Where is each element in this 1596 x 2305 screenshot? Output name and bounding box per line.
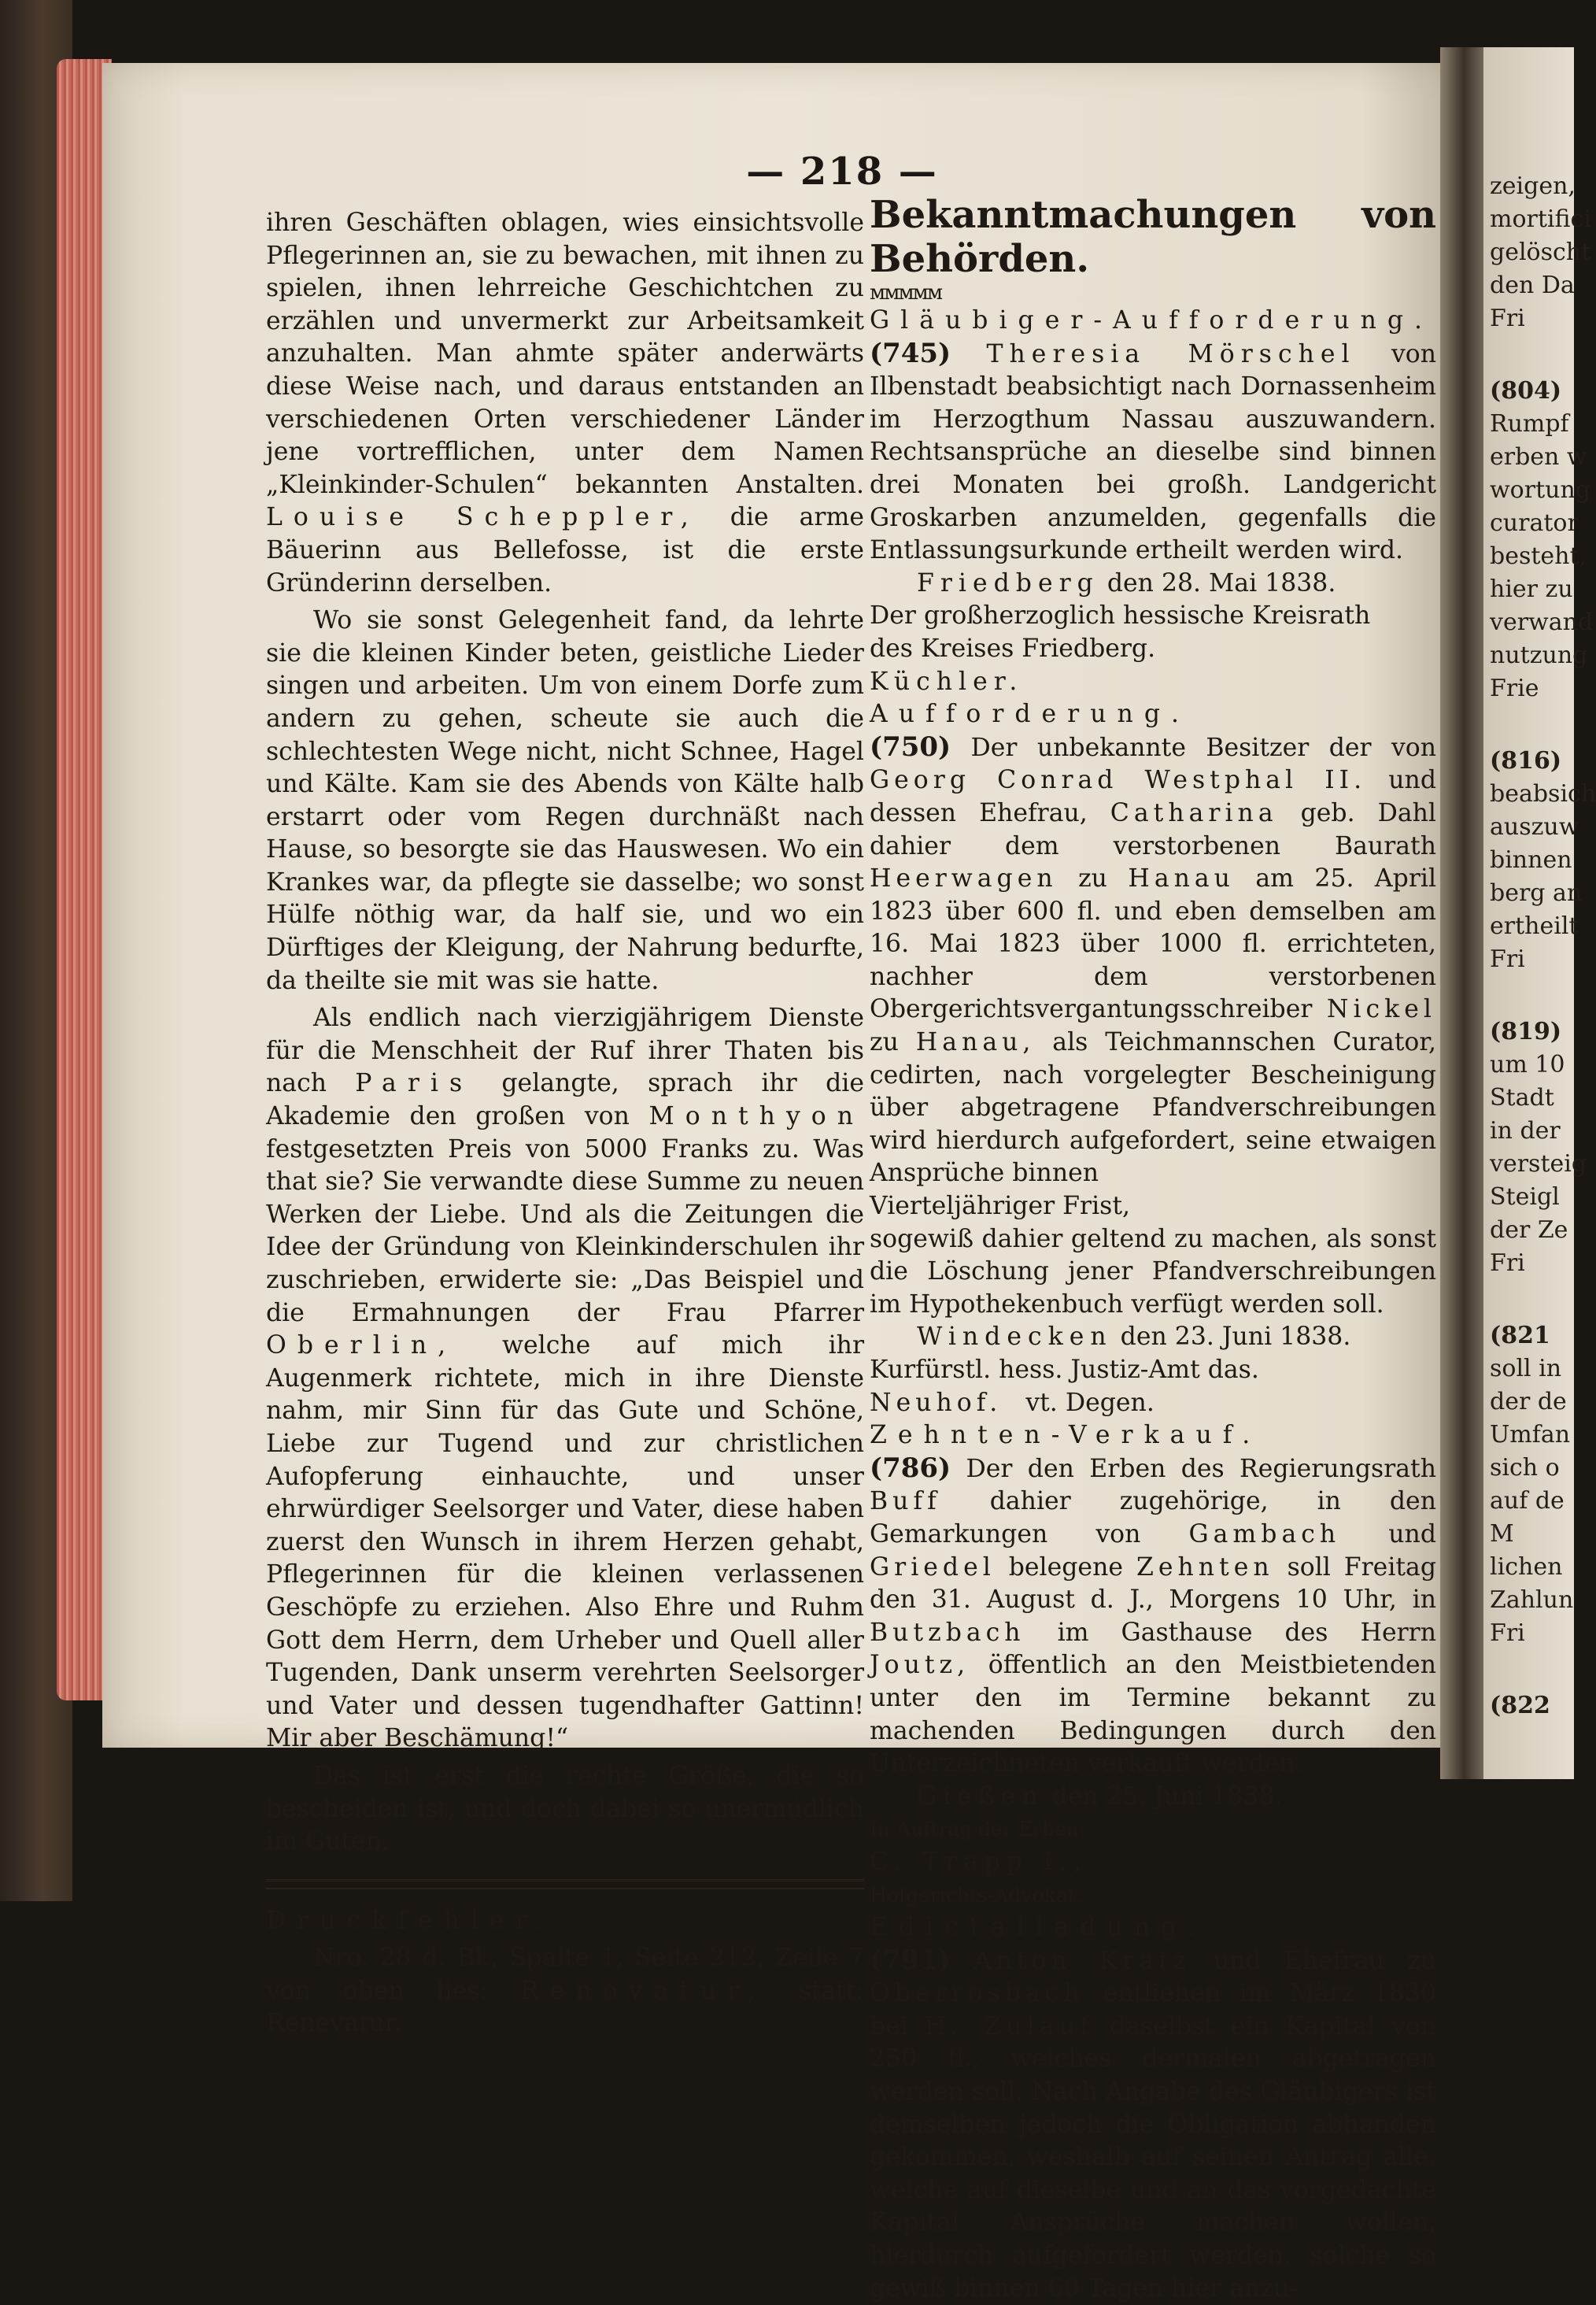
next-page-line: (822 <box>1490 1692 1550 1719</box>
paragraph-1: ihren Geschäften oblagen, wies einsichtsvolle Pflegerinnen an, sie zu bewachen, mit ihnen zu spielen, ihnen lehrreiche Geschichtchen zu erzählen und unvermerkt zur Arbeitsamkeit anzuhalten. Man ahmte später anderwärts diese Weise nach, und daraus entstanden an verschiedenen Orten verschiedener Länder jene vortrefflichen, unter dem Namen „Kleinkinder-Schulen“ bekannten Anstalten. Louise Scheppler, die arme Bäuerinn aus Bellefosse, ist die erste Gründerinn derselben. <box>266 209 864 598</box>
notice-745-title: Gläubiger-Aufforderung. <box>870 306 1434 335</box>
paragraph-3: Als endlich nach vierzigjährigem Dienste für die Menschheit der Ruf ihrer Thaten bis nach Paris gelangte, sprach ihr die Akademie den großen von Monthyon festgesetzten Preis von 5000 Franks zu. Was that sie? Sie verwandte diese Summe zu neuen Werken der Liebe. Und als die Zeitungen die Idee der Gründung von Kleinkinderschulen ihr zuschrieben, erwiderte sie: „Das Beispiel und die Ermahnungen der Frau Pfarrer Oberlin, welche auf mich ihr Augenmerk richtete, mich in ihre Dienste nahm, mir Sinn für das Gute und Schöne, Liebe zur Tugend und zur christlichen Aufopferung einhauchte, und unser ehrwürdiger Seelsorger und Vater, diese haben zuerst den Wunsch in ihrem Herzen gehabt, Pflegerinnen für die kleinen verlassenen Geschöpfe zu erziehen. Also Ehre und Ruhm Gott dem Herrn, dem Urheber und Quell aller Tugenden, Dank unserm verehrten Seelsorger und Vater und dessen tugendhafter Gattinn! Mir aber Beschämung!“ <box>266 1004 865 1753</box>
paragraph-2: Wo sie sonst Gelegenheit fand, da lehrte sie die kleinen Kinder beten, geistliche Lieder singen und arbeiten. Um von einem Dorfe zum andern zu gehen, scheute sie auch die schlechtesten Wege nicht, nicht Schnee, Hagel und Kälte. Kam sie des Abends von Kälte halb erstarrt oder vom Regen durchnäßt nach Hause, so besorgte sie das Hauswesen. Wo ein Krankes war, da pflegte sie dasselbe; wo sonst Hülfe nöthig war, da half sie, und wo ein Dürftiges der Kleigung, der Nahrung bedurfte, da theilte sie mit was sie hatte. <box>266 606 864 995</box>
notice-791-title: Edictalladung. <box>870 1913 1207 1942</box>
next-page-line: (816) <box>1490 747 1562 775</box>
notice-791-body: (791) Anton Kratz und Ehefrau zu Oberrosbach entliehen im März 1830 bei H. Zulauf daselbst ein Kapital von 250 fl., welches dermalen abgetragen werden soll. Nach Angabe des Gläubigers ist demselben jedoch die Obligation abhanden gekommen, weshalb auf seinen Antrag alle, welche auf dieselbe und an das vorgedachte Kapital Ansprüche machen wollen, hierdurch aufgefordert werden, solche so gewiß binnen 60 Tagen hier anzu- <box>870 1944 1437 2303</box>
next-page-line: beabsich <box>1490 780 1596 808</box>
notice-786-signer-title: Hofgerichts-Advokat. <box>870 1883 1082 1907</box>
notice-786-signer: C. Trapp I., <box>870 1847 1088 1876</box>
notice-750-deadline: Vierteljähriger Frist, <box>870 1192 1131 1221</box>
next-page-line: mortifici <box>1490 205 1591 233</box>
notice-745-signer: Küchler. <box>870 667 1024 696</box>
notice-745-signature-2: des Kreises Friedberg. <box>870 634 1156 663</box>
notice-750-signature: Kurfürstl. hess. Justiz-Amt das. <box>870 1356 1259 1384</box>
next-page-line: der Ze <box>1490 1216 1568 1244</box>
notice-786-date: Gießen den 25. Juni 1838. <box>917 1781 1283 1811</box>
next-page-line: (819) <box>1490 1018 1562 1045</box>
next-page-line: Fri <box>1490 1619 1525 1647</box>
section-heading: Bekanntmachungen von Behörden. <box>870 193 1436 281</box>
next-page-line: (821 <box>1490 1322 1550 1349</box>
next-page-line: Zahlun <box>1490 1586 1574 1614</box>
next-page-line: Fri <box>1490 1249 1525 1277</box>
next-page-line: den Da <box>1490 272 1575 299</box>
notice-745-body: (745) Theresia Mörschel von Ilbenstadt beabsichtigt nach Dornassenheim im Herzogthum Nassau auszuwandern. Rechtsansprüche an dieselbe sind binnen drei Monaten bei großh. Landgericht Groskarben anzumelden, gegenfalls die Entlassungsurkunde ertheilt werden wird. <box>870 337 1436 565</box>
next-page-line: wortung <box>1490 476 1590 504</box>
notice-745-signature: Der großherzoglich hessische Kreisrath <box>870 601 1371 631</box>
next-page-line: (804) <box>1490 377 1562 405</box>
next-page-line: auszuw <box>1490 813 1579 841</box>
next-page-line: ertheilt <box>1490 912 1579 940</box>
notice-750-signer: Neuhof. vt. Degen. <box>870 1388 1155 1417</box>
next-page-line: in der <box>1490 1117 1561 1145</box>
next-page-line: Umfan <box>1490 1421 1571 1448</box>
next-page-line: Steigl <box>1490 1183 1560 1211</box>
next-page-line: gelöscht <box>1490 239 1591 266</box>
next-page-line: Fri <box>1490 305 1525 332</box>
next-page-line: lichen <box>1490 1553 1563 1581</box>
next-page-line: soll in <box>1490 1355 1562 1382</box>
next-page-line: binnen <box>1490 846 1572 874</box>
notice-786-signature: In Auftrag der Erben: <box>870 1818 1086 1841</box>
notice-750-title: Aufforderung. <box>870 700 1190 729</box>
next-page-line: berg an <box>1490 879 1583 907</box>
next-page-line: Stadt <box>1490 1084 1554 1112</box>
next-page-line: hier zu <box>1490 575 1573 603</box>
errata-text: Nro. 28 d. Bl., Spalte 1, Seite 212, Zeile 7 von oben lies: Renovatur, statt: Renevatur. <box>266 1944 865 2038</box>
errata-title: Druckfehler. <box>266 1906 555 1935</box>
next-page-line: sich o <box>1490 1454 1560 1482</box>
left-column <box>266 207 864 2040</box>
next-page-line: curator <box>1490 509 1579 537</box>
next-page-line: verwand <box>1490 609 1594 636</box>
page-number: — 218 — <box>746 150 938 194</box>
next-page-line: versteig <box>1490 1150 1587 1178</box>
next-page-line: Frie <box>1490 675 1539 702</box>
next-page-fragment <box>1483 47 1596 1779</box>
next-page-line: besteht, <box>1490 542 1587 570</box>
notice-750-date: Windecken den 23. Juni 1838. <box>917 1323 1351 1352</box>
heading-ornament: ᴍᴍᴍᴍᴍ <box>870 281 942 305</box>
section-divider <box>266 1879 864 1889</box>
notice-750-body-2: sogewiß dahier geltend zu machen, als sonst die Löschung jener Pfandverschreibungen im Hypothekenbuch verfügt werden soll. <box>870 1224 1436 1319</box>
next-page-line: erben w <box>1490 443 1587 471</box>
next-page-line: auf de <box>1490 1487 1565 1515</box>
next-page-line: M <box>1490 1520 1514 1548</box>
notice-745-date: Friedberg den 28. Mai 1838. <box>917 568 1336 598</box>
paragraph-4: Das ist erst die rechte Größe, die so bescheiden ist, und doch dabei so unermüdlich im Guten. <box>266 1761 864 1856</box>
next-page-line: nutzung <box>1490 642 1588 669</box>
book-gutter <box>1440 47 1487 1779</box>
right-column <box>870 193 1436 2305</box>
next-page-line: Fri <box>1490 945 1525 973</box>
notice-786-title: Zehnten-Verkauf. <box>870 1421 1262 1450</box>
next-page-line: zeigen, <box>1490 172 1576 200</box>
next-page-line: Rumpf <box>1490 410 1569 438</box>
notice-750-body: (750) Der unbekannte Besitzer der von Georg Conrad Westphal II. und dessen Ehefrau, Catharina geb. Dahl dahier dem verstorbenen Baurath Heerwagen zu Hanau am 25. April 1823 über 600 fl. und eben demselben am 16. Mai 1823 über 1000 fl. errichteten, nachher dem verstorbenen Obergerichtsvergantungsschreiber Nickel zu Hanau, als Teichmannschen Curator, cedirten, nach vorgelegter Bescheinigung über abgetragene Pfandverschreibungen wird hierdurch aufgefordert, seine etwaigen Ansprüche binnen <box>870 731 1437 1188</box>
next-page-line: der de <box>1490 1388 1567 1415</box>
notice-786-body: (786) Der den Erben des Regierungsrath Buff dahier zugehörige, in den Gemarkungen von Gambach und Griedel belegene Zehnten soll Freitag den 31. August d. J., Morgens 10 Uhr, in Butzbach im Gasthause des Herrn Joutz, öffentlich an den Meistbietenden unter den im Termine bekannt zu machenden Bedingungen durch den Unterzeichneten verkauft werden. <box>870 1452 1437 1778</box>
next-page-line: um 10 <box>1490 1051 1565 1079</box>
